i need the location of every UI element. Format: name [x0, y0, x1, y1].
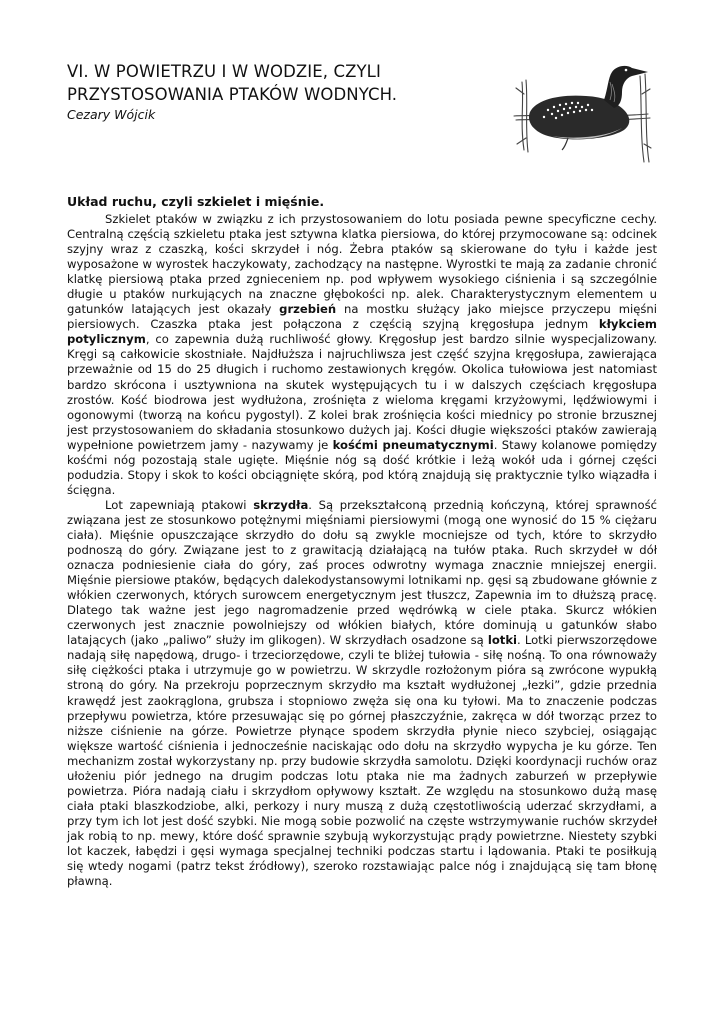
- text-run: . Są przekształconą przednią kończyną, której sprawność związana jest ze stosunkowo potężnymi mięśniami piersiowymi (mogą one wynosić do 15 % ciężaru ciała). Mięśnie opuszczające skrzydło do dołu są zwykle mocniejsze od tych, które to skrzydło podnoszą do góry. Związane jest to z grawitacją działającą na tułów ptaka. Ruch skrzydeł w dół oznacza podniesienie ciała do góry, zaś proces odwrotny wymaga znacznie mniejszej energii. Mięśnie piersiowe ptaków, będących dalekodystansowymi lotnikami np. gęsi są zbudowane głównie z włókien czerwonych, których surowcem energetycznym jest tłuszcz, Zapewnia im to dłuższą pracę. Dlatego tak ważne jest jego nagromadzenie przed wędrówką w ciele ptaka. Skurcz włókien czerwonych jest znacznie powolniejszy od włókien białych, które dominują u gatunków słabo latających (jako „paliwo” służy im glikogen). W skrzydłach osadzone są: [67, 497, 657, 648]
- text-run: Lot zapewniają ptakowi: [105, 497, 254, 512]
- article-body: [67, 212, 657, 889]
- paragraph-wings: [67, 498, 657, 889]
- author-name: Cezary Wójcik: [67, 107, 156, 122]
- paragraph-skeleton: [67, 212, 657, 498]
- text-run: . Lotki pierwszorzędowe nadają siłę napędową, drugo- i trzeciorzędowe, czyli te bliżej tułowia - siłę nośną. To ona równoważy siłę ciężkości ptaka i utrzymuje go w powietrzu. W skrzydle rozłożonym pióra są zwrócone wypukłą stroną do góry. Na przekroju poprzecznym skrzydło ma kształt wydłużonej „łezki”, gdzie przednia krawędź jest zaokrąglona, grubsza i stopniowo zwęża się ona ku tyłowi. Ma to znaczenie podczas przepływu powietrza, które przesuwając się po górnej płaszczyźnie, zakręca w dół tworząc przez to niższe ciśnienie na górze. Powietrze płynące spodem skrzydła płynie nieco szybciej, osiągając większe wartość ciśnienia i jednocześnie naciskając odo dołu na skrzydło wypycha je ku górze. Ten mechanizm został wykorzystany np. przy budowie skrzydła samolotu. Dzięki koordynacji ruchów oraz ułożeniu piór jednego na drugim podczas lotu ptaka nie ma żadnych zaburzeń w przepływie powietrza. Pióra nadają ciału i skrzydłom opływowy kształt. Ze względu na stosunkowo dużą masę ciała ptaki blaszkodziobe, alki, perkozy i nury muszą z dużą częstotliwością uderzać skrzydłami, a przy tym ich lot jest dość szybki. Nie mogą sobie pozwolić na częste wstrzymywanie ruchów skrzydeł jak robią to np. mewy, które dość sprawnie szybują wykorzystując prądy powietrzne. Niestety szybki lot kaczek, łabędzi i gęsi wymaga specjalnej techniki podczas startu i lądowania. Ptaki te posiłkują się wtedy nogami (patrz tekst źródłowy), szeroko rozstawiając palce nóg i znajdującą się tam błonę pławną.: [67, 633, 657, 889]
- text-run: , co zapewnia dużą ruchliwość głowy. Kręgosłup jest bardzo silnie wyspecjalizowany. Kręgi są całkowicie skostniałe. Najdłuższa i najruchliwsza jest część szyjna kręgosłupa, zawierająca przeważnie od 15 do 25 długich i ruchomo zestawionych kręgów. Okolica tułowiowa jest natomiast bardzo skrócona i usztywniona na skutek występujących tu i w dalszych częściach kręgosłupa zrostów. Kość biodrowa jest wydłużona, zrośnięta z wieloma kręgami krzyżowymi, lędźwiowymi i ogonowymi (tworzą na końcu pygostyl). Z kolei brak zrośnięcia kości miednicy po stronie brzusznej jest przystosowaniem do składania stosunkowo dużych jaj. Kości długie większości ptaków zawierają wypełnione powietrzem jamy - nazywamy je: [67, 332, 657, 452]
- bold-term: lotki: [487, 633, 518, 648]
- text-run: . Stawy kolanowe pomiędzy kośćmi nóg pozostają stale ugięte. Mięśnie nóg są dość krótkie i leżą wokół uda i górnej części podudzia. Stopy i skok to kości obciągnięte skórą, pod którą znajdują się praktycznie tylko wiązadła i ścięgna.: [67, 437, 657, 497]
- bold-term: skrzydła: [253, 497, 309, 512]
- section-heading: Układ ruchu, czyli szkielet i mięśnie.: [67, 194, 325, 209]
- text-run: Szkielet ptaków w związku z ich przystosowaniem do lotu posiada pewne specyficzne cechy. Centralną częścią szkieletu ptaka jest sztywna klatka piersiowa, do której przymocowane są: odcinek szyjny wraz z czaszką, kości skrzydeł i nóg. Żebra ptaków są skierowane do tyłu i każde jest wyposażone w wyrostek haczykowaty, zachodzący na następne. Wyrostki te mają za zadanie chronić klatkę piersiową ptaka przed zgnieceniem np. pod wpływem wysokiego ciśnienia i są szczególnie długie u ptaków nurkujących na znaczne głębokości np. alek. Charakterystycznym elementem u gatunków latających jest okazały: [67, 212, 657, 317]
- text-run: na mostku służący jako miejsce przyczepu mięśni piersiowych. Czaszka ptaka jest połączona z częścią szyjną kręgosłupa jednym: [67, 302, 657, 332]
- bold-term: kośćmi pneumatycznymi: [332, 437, 494, 452]
- document-title: [67, 60, 487, 106]
- bold-term: kłykciem potylicznym: [67, 317, 657, 347]
- bold-term: grzebień: [279, 302, 337, 317]
- loon-on-branch-icon: [508, 54, 658, 166]
- title-line-1: VI. W POWIETRZU I W WODZIE, CZYLI: [67, 62, 381, 81]
- title-line-2: PRZYSTOSOWANIA PTAKÓW WODNYCH.: [67, 85, 398, 104]
